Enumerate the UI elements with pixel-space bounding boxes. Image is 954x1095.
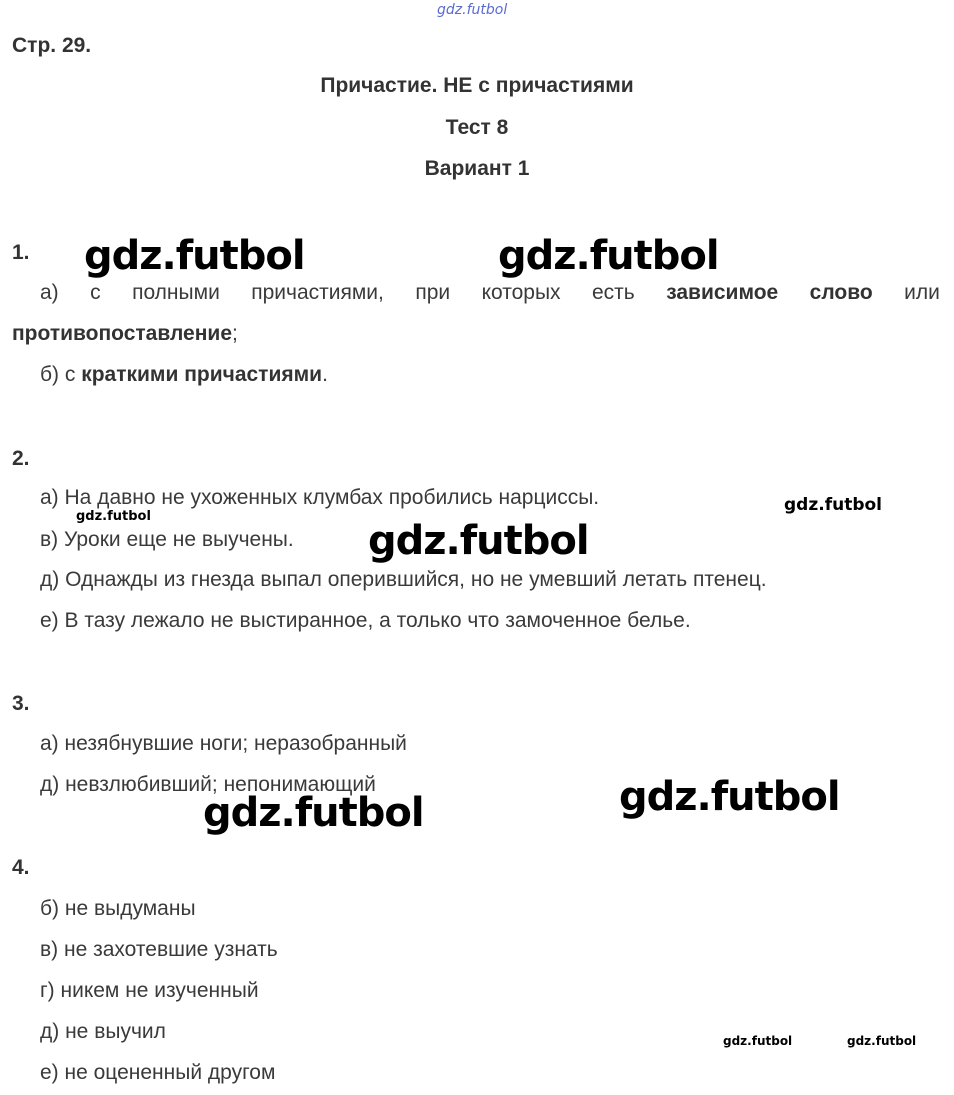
question-2-number: 2. [12, 447, 30, 470]
watermark: gdz.futbol [76, 509, 151, 524]
word: которых [481, 281, 561, 304]
word: при [415, 281, 451, 304]
watermark: gdz.futbol [784, 495, 882, 515]
word: причастиями, [251, 281, 384, 304]
bold-word: слово [809, 281, 873, 304]
punctuation: ; [232, 322, 238, 345]
question-1-number: 1. [12, 241, 30, 264]
question-2-answer: д) Однажды из гнезда выпал оперившийся, но не умевший летать птенец. [40, 568, 767, 591]
question-2-answer: е) В тазу лежало не выстиранное, а только что замоченное белье. [40, 609, 691, 632]
question-3-answer: а) незябнувшие ноги; неразобранный [40, 732, 407, 755]
variant-label: Вариант 1 [424, 157, 530, 180]
watermark: gdz.futbol [847, 1034, 917, 1048]
prefix: б) с [40, 363, 82, 386]
watermark: gdz.futbol [723, 1034, 793, 1048]
question-4-answer: д) не выучил [40, 1020, 166, 1043]
watermark-top: gdz.futbol [437, 2, 508, 18]
word: есть [592, 281, 635, 304]
watermark: gdz.futbol [84, 233, 305, 279]
question-4-answer: в) не захотевшие узнать [40, 938, 278, 961]
test-label: Тест 8 [445, 116, 509, 139]
question-2-answer: в) Уроки еще не выучены. [40, 528, 294, 551]
watermark: gdz.futbol [619, 774, 840, 820]
bold-word: зависимое [666, 281, 779, 304]
word: а) [40, 281, 59, 304]
word: полными [132, 281, 220, 304]
suffix: . [322, 363, 328, 386]
watermark: gdz.futbol [368, 518, 589, 564]
page-reference: Стр. 29. [12, 34, 92, 57]
question-4-answer: б) не выдуманы [40, 897, 196, 920]
word: или [904, 281, 940, 304]
word: с [90, 281, 101, 304]
watermark: gdz.futbol [498, 233, 719, 279]
question-1-answer-b [40, 363, 328, 387]
question-3-number: 3. [12, 692, 30, 715]
bold-term: противопоставление [12, 322, 232, 345]
document-title: Причастие. НЕ с причастиями [320, 74, 634, 97]
bold-term: краткими причастиями [81, 363, 323, 386]
question-4-answer: г) никем не изученный [40, 979, 259, 1002]
question-4-answer: е) не оцененный другом [40, 1061, 276, 1084]
question-2-answer: а) На давно не ухоженных клумбах пробились нарциссы. [40, 486, 600, 509]
question-4-number: 4. [12, 856, 30, 879]
question-1-answer-a [40, 281, 940, 305]
question-1-answer-a-continuation [12, 322, 238, 346]
watermark: gdz.futbol [203, 790, 424, 836]
question-3-answer: д) невзлюбивший; непонимающий [40, 773, 376, 796]
